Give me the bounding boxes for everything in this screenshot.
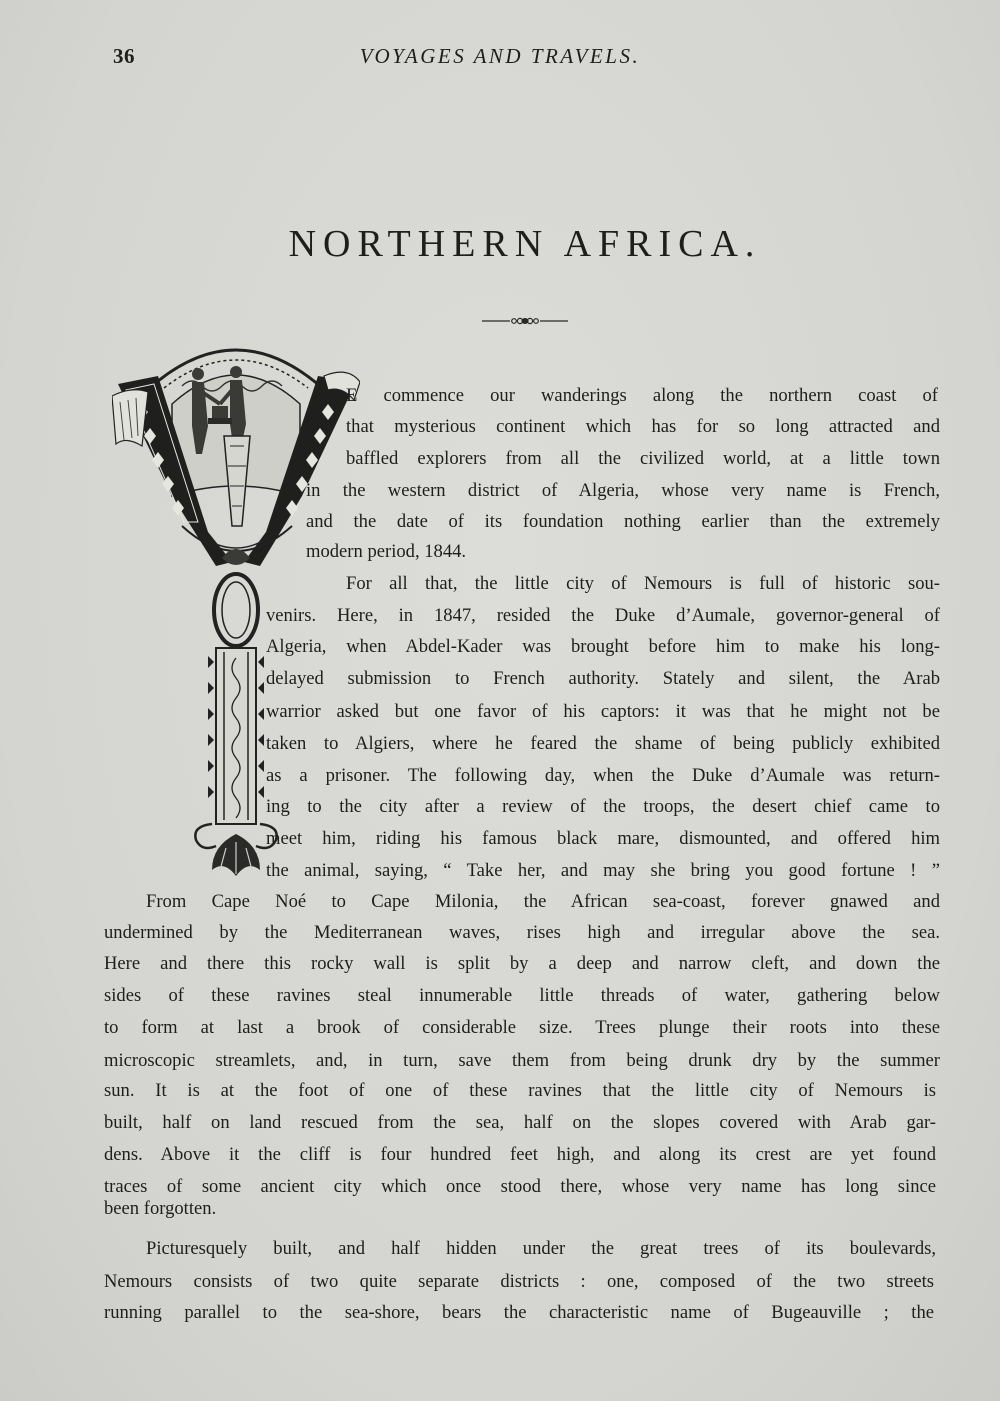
text-line: For all that, the little city of Nemours is full of historic sou- xyxy=(346,573,940,594)
text-line: to form at last a brook of considerable size. Trees plunge their roots into these xyxy=(104,1017,940,1038)
text-line: modern period, 1844. xyxy=(306,541,467,562)
text-line: traces of some ancient city which once stood there, whose very name has long since xyxy=(104,1176,936,1197)
text-line: baffled explorers from all the civilized world, at a little town xyxy=(346,448,940,469)
text-line: undermined by the Mediterranean waves, rises high and irregular above the sea. xyxy=(104,922,940,943)
text-line: sun. It is at the foot of one of these ravines that the little city of Nemours is xyxy=(104,1080,936,1101)
text-line: Nemours consists of two quite separate districts : one, composed of the two streets xyxy=(104,1271,934,1292)
text-line: dens. Above it the cliff is four hundred feet high, and along its crest are yet found xyxy=(104,1144,936,1165)
text-line: meet him, riding his famous black mare, dismounted, and offered him xyxy=(266,828,940,849)
text-line: the animal, saying, “ Take her, and may she bring you good fortune ! ” xyxy=(266,860,940,881)
text-line: been forgotten. xyxy=(104,1198,217,1219)
text-line: Here and there this rocky wall is split by a deep and narrow cleft, and down the xyxy=(104,953,940,974)
text-line: venirs. Here, in 1847, resided the Duke d’Aumale, governor-general of xyxy=(266,605,940,626)
text-line: Picturesquely built, and half hidden under the great trees of its boulevards, xyxy=(146,1238,936,1259)
text-line: and the date of its foundation nothing earlier than the extremely xyxy=(306,511,940,532)
text-line: delayed submission to French authority. Stately and silent, the Arab xyxy=(266,668,940,689)
text-line: taken to Algiers, where he feared the shame of being publicly exhibited xyxy=(266,733,940,754)
text-line: E commence our wanderings along the northern coast of xyxy=(346,385,938,406)
text-line: ing to the city after a review of the troops, the desert chief came to xyxy=(266,796,940,817)
text-line: Algeria, when Abdel-Kader was brought before him to make his long- xyxy=(266,636,940,657)
text-line: as a prisoner. The following day, when the Duke d’Aumale was return- xyxy=(266,765,940,786)
text-line: warrior asked but one favor of his captors: it was that he might not be xyxy=(266,701,940,722)
text-line: that mysterious continent which has for so long attracted and xyxy=(346,416,940,437)
text-line: sides of these ravines steal innumerable little threads of water, gathering below xyxy=(104,985,940,1006)
chapter-title: NORTHERN AFRICA. xyxy=(288,223,762,265)
text-line: microscopic streamlets, and, in turn, save them from being drunk dry by the summer xyxy=(104,1050,940,1071)
running-title: VOYAGES AND TRAVELS. xyxy=(359,44,641,68)
text-line: built, half on land rescued from the sea, half on the slopes covered with Arab gar- xyxy=(104,1112,936,1133)
text-line: running parallel to the sea-shore, bears the characteristic name of Bugeauville ; the xyxy=(104,1302,934,1323)
text-line: From Cape Noé to Cape Milonia, the African sea-coast, forever gnawed and xyxy=(146,891,940,912)
page-number: 36 xyxy=(113,44,135,68)
ornamental-rule-icon xyxy=(480,314,570,328)
text-line: in the western district of Algeria, whose very name is French, xyxy=(306,480,940,501)
